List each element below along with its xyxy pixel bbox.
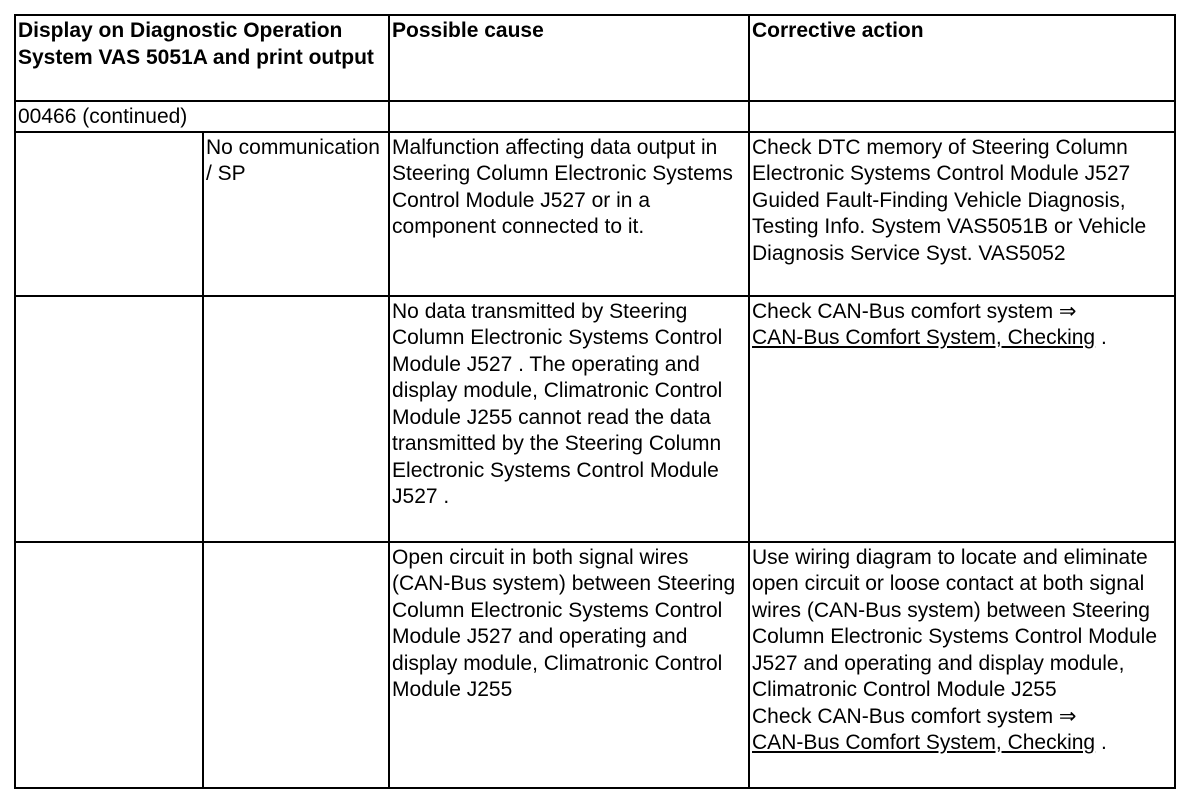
table-header-row	[15, 15, 1175, 101]
section-cause-cell	[389, 101, 749, 132]
header-display: Display on Diagnostic Operation System VAS 5051A and print output	[15, 15, 389, 101]
diagnostic-table	[14, 14, 1176, 789]
row-code-cell	[15, 132, 203, 296]
action-text: Use wiring diagram to locate and eliminate open circuit or loose contact at both signal wires (CAN-Bus system) between Steering Column Electronic Systems Control Module J527 and operating and display module, Climatronic Control Module J255	[752, 545, 1158, 701]
can-bus-checking-link[interactable]: CAN-Bus Comfort System, Checking	[752, 731, 1096, 754]
row-code-cell	[15, 296, 203, 542]
row-action-cell: Check DTC memory of Steering Column Electronic Systems Control Module J527 Guided Fault-Finding Vehicle Diagnosis, Testing Info. System VAS5051B or Vehicle Diagnosis Service Syst. VAS5052	[749, 132, 1175, 296]
can-bus-checking-link[interactable]: CAN-Bus Comfort System, Checking	[752, 326, 1096, 349]
action-suffix: .	[1095, 326, 1107, 349]
row-action-cell	[749, 542, 1175, 788]
row-action-cell	[749, 296, 1175, 542]
row-cause-cell: Open circuit in both signal wires (CAN-Bus system) between Steering Column Electronic Systems Control Module J527 and operating and display module, Climatronic Control Module J255	[389, 542, 749, 788]
action-suffix: .	[1095, 731, 1107, 754]
row-cause-cell: Malfunction affecting data output in Steering Column Electronic Systems Control Module J527 or in a component connected to it.	[389, 132, 749, 296]
action-check-text: Check CAN-Bus comfort system ⇒	[752, 704, 1077, 728]
section-action-cell	[749, 101, 1175, 132]
row-status-cell	[203, 296, 389, 542]
row-cause-cell: No data transmitted by Steering Column Electronic Systems Control Module J527 . The operating and display module, Climatronic Control Module J255 cannot read the data transmitted by the Steering Column Electronic Systems Control Module J527 .	[389, 296, 749, 542]
table-row	[15, 542, 1175, 788]
table-row	[15, 296, 1175, 542]
header-corrective-action: Corrective action	[749, 15, 1175, 101]
action-text: Check CAN-Bus comfort system ⇒	[752, 299, 1077, 323]
row-status-cell	[203, 542, 389, 788]
row-code-cell	[15, 542, 203, 788]
section-label: 00466 (continued)	[15, 101, 389, 132]
header-possible-cause: Possible cause	[389, 15, 749, 101]
table-row	[15, 132, 1175, 296]
row-status-cell: No communication / SP	[203, 132, 389, 296]
section-row	[15, 101, 1175, 132]
